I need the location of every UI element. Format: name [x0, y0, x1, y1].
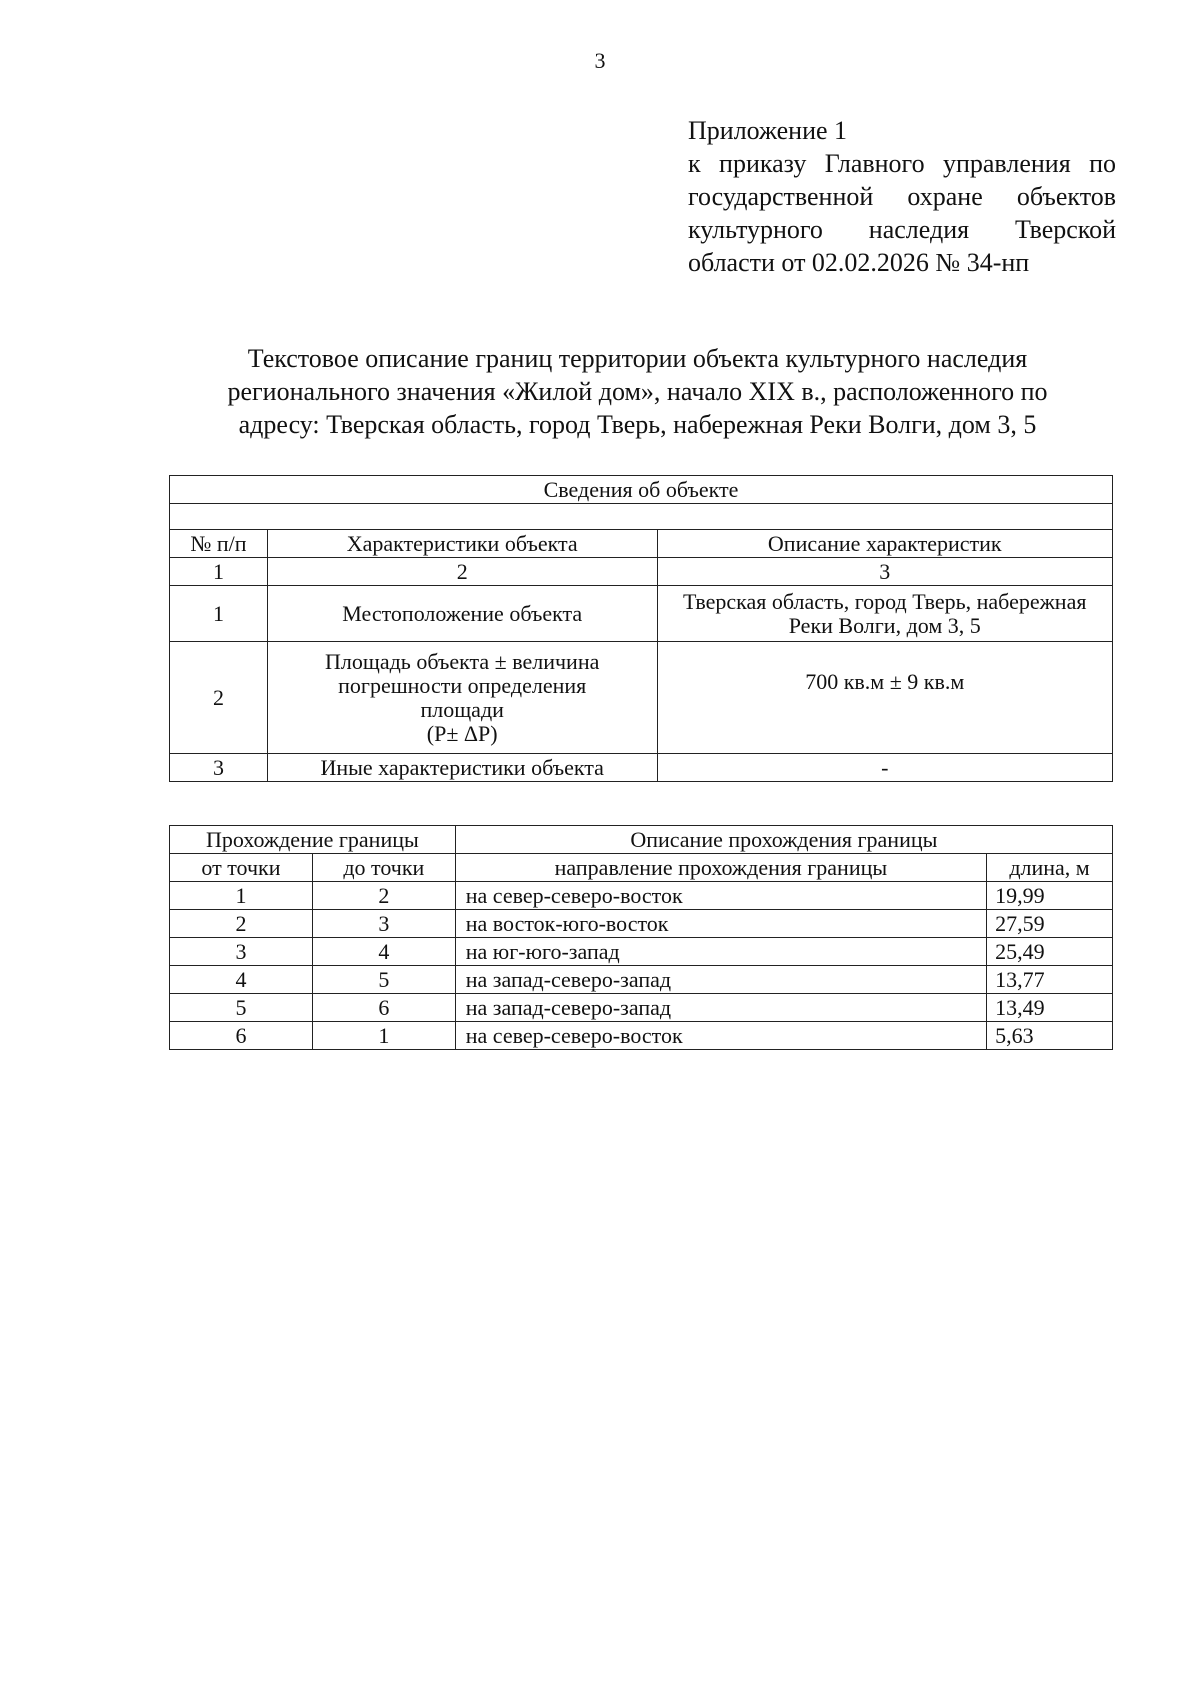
table-caption: Сведения об объекте — [170, 476, 1113, 504]
to-point: 2 — [312, 882, 455, 910]
from-point: 2 — [170, 910, 313, 938]
direction: на север-северо-восток — [455, 882, 986, 910]
table-row — [170, 938, 1113, 966]
to-point: 5 — [312, 966, 455, 994]
from-point: 3 — [170, 938, 313, 966]
column-header: направление прохождения границы — [455, 854, 986, 882]
direction: на восток-юго-восток — [455, 910, 986, 938]
row-description: - — [657, 754, 1112, 782]
column-number: 2 — [267, 558, 657, 586]
row-characteristic: Местоположение объекта — [267, 586, 657, 642]
appendix-title: Приложение 1 — [688, 116, 848, 145]
table-row — [170, 882, 1113, 910]
length: 13,49 — [987, 994, 1113, 1022]
group-header: Прохождение границы — [170, 826, 456, 854]
heading-line: Текстовое описание границ территории объекта культурного наследия — [247, 344, 1028, 373]
table-row — [170, 966, 1113, 994]
table-row — [170, 910, 1113, 938]
heading-line: регионального значения «Жилой дом», начало XIX в., расположенного по — [227, 377, 1048, 406]
direction: на юг-юго-запад — [455, 938, 986, 966]
to-point: 3 — [312, 910, 455, 938]
characteristic-line: площади — [420, 696, 504, 722]
table-empty-row — [170, 504, 1113, 530]
column-header: длина, м — [987, 854, 1113, 882]
direction: на север-северо-восток — [455, 1022, 986, 1050]
from-point: 1 — [170, 882, 313, 910]
characteristic-line: (P± ΔP) — [426, 720, 498, 746]
row-description: Тверская область, город Тверь, набережная Реки Волги, дом 3, 5 — [657, 586, 1112, 642]
heading-line: адресу: Тверская область, город Тверь, набережная Реки Волги, дом 3, 5 — [238, 410, 1037, 439]
characteristic-line: Площадь объекта ± величина — [325, 648, 600, 674]
row-number: 2 — [170, 642, 268, 754]
table-row — [170, 586, 1113, 642]
page-number: 3 — [594, 48, 606, 73]
row-characteristic — [267, 642, 657, 754]
column-header: Характеристики объекта — [267, 530, 657, 558]
length: 5,63 — [987, 1022, 1113, 1050]
column-header: от точки — [170, 854, 313, 882]
length: 27,59 — [987, 910, 1113, 938]
table-row — [170, 994, 1113, 1022]
to-point: 1 — [312, 1022, 455, 1050]
row-number: 3 — [170, 754, 268, 782]
table-row — [170, 642, 1113, 754]
column-number: 1 — [170, 558, 268, 586]
length: 25,49 — [987, 938, 1113, 966]
object-info-table — [169, 475, 1113, 782]
column-number: 3 — [657, 558, 1112, 586]
direction: на запад-северо-запад — [455, 966, 986, 994]
direction: на запад-северо-запад — [455, 994, 986, 1022]
column-header: до точки — [312, 854, 455, 882]
from-point: 5 — [170, 994, 313, 1022]
group-header: Описание прохождения границы — [455, 826, 1112, 854]
table-row — [170, 754, 1113, 782]
column-header: Описание характеристик — [657, 530, 1112, 558]
length: 19,99 — [987, 882, 1113, 910]
length: 13,77 — [987, 966, 1113, 994]
document-heading — [170, 342, 1105, 441]
appendix-body: к приказу Главного управления по государственной охране объектов культурного наследия Тверской области от 02.02.2026 № 34-нп — [688, 149, 1116, 277]
from-point: 6 — [170, 1022, 313, 1050]
from-point: 4 — [170, 966, 313, 994]
characteristic-line: погрешности определения — [338, 672, 587, 698]
row-number: 1 — [170, 586, 268, 642]
to-point: 6 — [312, 994, 455, 1022]
table-row — [170, 1022, 1113, 1050]
column-header: № п/п — [170, 530, 268, 558]
to-point: 4 — [312, 938, 455, 966]
row-description: 700 кв.м ± 9 кв.м — [657, 642, 1112, 754]
appendix-block — [688, 114, 1116, 279]
border-description-table — [169, 825, 1113, 1050]
row-characteristic: Иные характеристики объекта — [267, 754, 657, 782]
